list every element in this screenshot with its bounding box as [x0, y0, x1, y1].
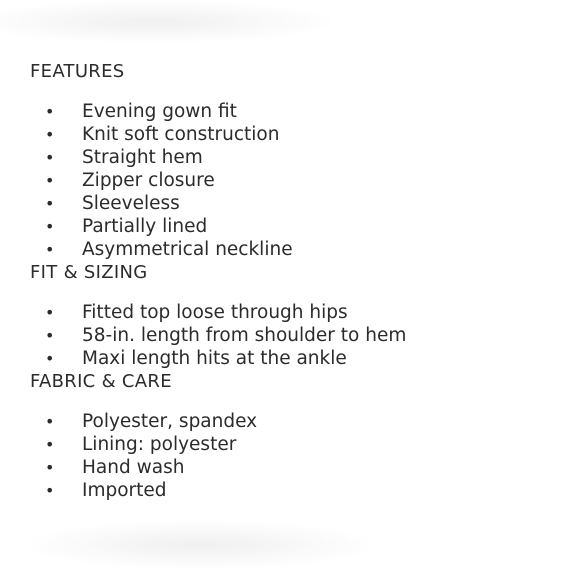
list-item-text: Straight hem [82, 147, 203, 168]
product-details [30, 60, 560, 502]
list-item [30, 433, 560, 456]
list-item-text: Zipper closure [82, 170, 215, 191]
list-item-text: Evening gown fit [82, 101, 237, 122]
list-item [30, 479, 560, 502]
list-item-text: Sleeveless [82, 193, 180, 214]
list-item-text: Maxi length hits at the ankle [82, 348, 347, 369]
list-item [30, 215, 560, 238]
fit-sizing-list [30, 301, 560, 370]
list-item [30, 169, 560, 192]
list-item-text: Partially lined [82, 216, 208, 237]
bullet-icon: • [45, 102, 55, 121]
fabric-care-section [30, 370, 560, 502]
list-item [30, 100, 560, 123]
bullet-icon: • [45, 481, 55, 500]
list-item-text: Fitted top loose through hips [82, 302, 348, 323]
list-item [30, 146, 560, 169]
list-item-text: Lining: polyester [82, 434, 237, 455]
bullet-icon: • [45, 194, 55, 213]
list-item [30, 123, 560, 146]
list-item-text: Hand wash [82, 457, 185, 478]
list-item-text: Asymmetrical neckline [82, 239, 293, 260]
list-item [30, 456, 560, 479]
section-heading: FABRIC & CARE [30, 371, 172, 392]
bullet-icon: • [45, 349, 55, 368]
list-item [30, 324, 560, 347]
bullet-icon: • [45, 240, 55, 259]
list-item [30, 410, 560, 433]
bullet-icon: • [45, 458, 55, 477]
list-item-text: 58-in. length from shoulder to hem [82, 325, 407, 346]
list-item-text: Polyester, spandex [82, 411, 258, 432]
bullet-icon: • [45, 303, 55, 322]
fabric-care-list [30, 410, 560, 502]
list-item-text: Knit soft construction [82, 124, 280, 145]
list-item [30, 347, 560, 370]
bullet-icon: • [45, 412, 55, 431]
section-heading: FEATURES [30, 61, 125, 82]
fit-sizing-section [30, 261, 560, 370]
bullet-icon: • [45, 148, 55, 167]
list-item [30, 192, 560, 215]
bullet-icon: • [45, 217, 55, 236]
list-item [30, 238, 560, 261]
bullet-icon: • [45, 125, 55, 144]
list-item-text: Imported [82, 480, 167, 501]
background-blur-bottom [20, 520, 380, 570]
bullet-icon: • [45, 435, 55, 454]
bullet-icon: • [45, 326, 55, 345]
features-section [30, 60, 560, 261]
bullet-icon: • [45, 171, 55, 190]
features-list [30, 100, 560, 261]
background-blur-top [0, 0, 340, 44]
list-item [30, 301, 560, 324]
section-heading: FIT & SIZING [30, 262, 148, 283]
